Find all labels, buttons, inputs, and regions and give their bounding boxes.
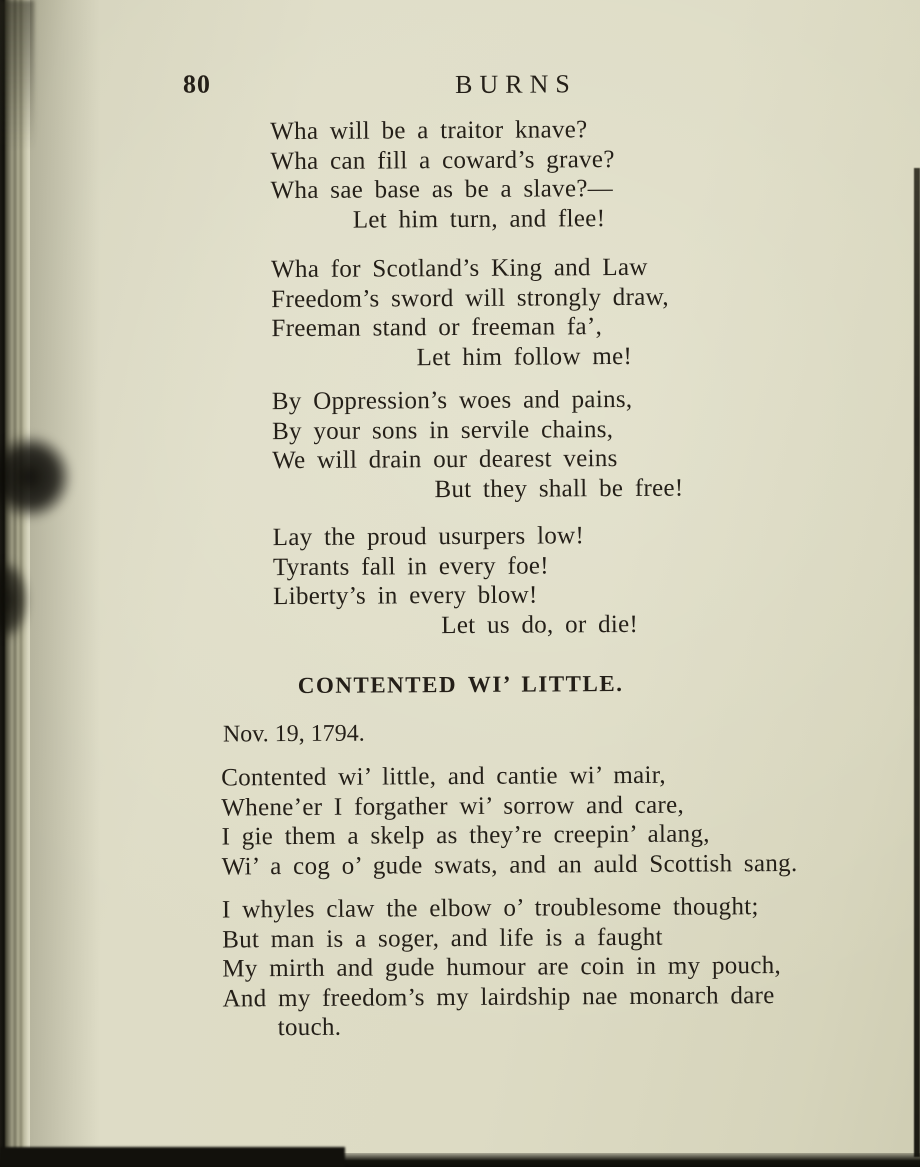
poem-line: But man is a soger, and life is a faught <box>222 923 663 953</box>
stanza-6 <box>222 892 782 1043</box>
poem-line: Contented wi’ little, and cantie wi’ mair, <box>221 761 666 792</box>
stanza-2 <box>271 253 669 373</box>
poem-line: My mirth and gude humour are coin in my pouch, <box>222 952 782 983</box>
poem-line: We will drain our dearest veins <box>272 445 618 475</box>
poem-refrain-line: Let him follow me! <box>416 342 633 371</box>
running-header: BURNS <box>455 69 577 100</box>
stanza-1 <box>270 115 615 235</box>
poem-line: Tyrants fall in every foe! <box>272 551 549 581</box>
poem-line: Wha for Scotland’s King and Law <box>270 253 648 284</box>
poem-line: By your sons in servile chains, <box>271 415 614 445</box>
poem-line: Wha sae base as be a slave?— <box>270 175 614 205</box>
poem-line: And my freedom’s my lairdship nae monarch dare <box>222 981 775 1012</box>
poem-runover-line: touch. <box>277 1013 342 1042</box>
poem-line: Freedom’s sword will strongly draw, <box>271 283 669 313</box>
stanza-3 <box>272 385 684 506</box>
poem-line: Freeman stand or freeman fa’, <box>271 313 603 343</box>
poem-line: Liberty’s in every blow! <box>272 581 538 611</box>
poem-refrain-line: Let us do, or die! <box>441 610 639 639</box>
poem-line: Wi’ a cog o’ gude swats, and an auld Scottish sang. <box>221 849 798 880</box>
stanza-4 <box>273 521 639 641</box>
poem-refrain-line: Let him turn, and flee! <box>352 204 606 234</box>
poem-refrain-line: But they shall be free! <box>434 474 684 503</box>
poem-line: By Oppression’s woes and pains, <box>271 385 633 416</box>
poem-date: Nov. 19, 1794. <box>222 720 365 748</box>
poem-line: Wha will be a traitor knave? <box>270 116 588 146</box>
poem-title: CONTENTED WI’ LITTLE. <box>297 671 624 698</box>
poem-line: Whene’er I forgather wi’ sorrow and care, <box>221 791 685 821</box>
poem-line: I gie them a skelp as they’re creepin’ alang, <box>221 820 710 851</box>
poem-line: Lay the proud usurpers low! <box>272 522 585 552</box>
poem-line: Wha can fill a coward’s grave? <box>270 145 615 175</box>
poem-line: I whyles claw the elbow o’ troublesome thought; <box>221 893 759 924</box>
page-number: 80 <box>182 69 212 99</box>
stanza-5 <box>221 760 797 882</box>
